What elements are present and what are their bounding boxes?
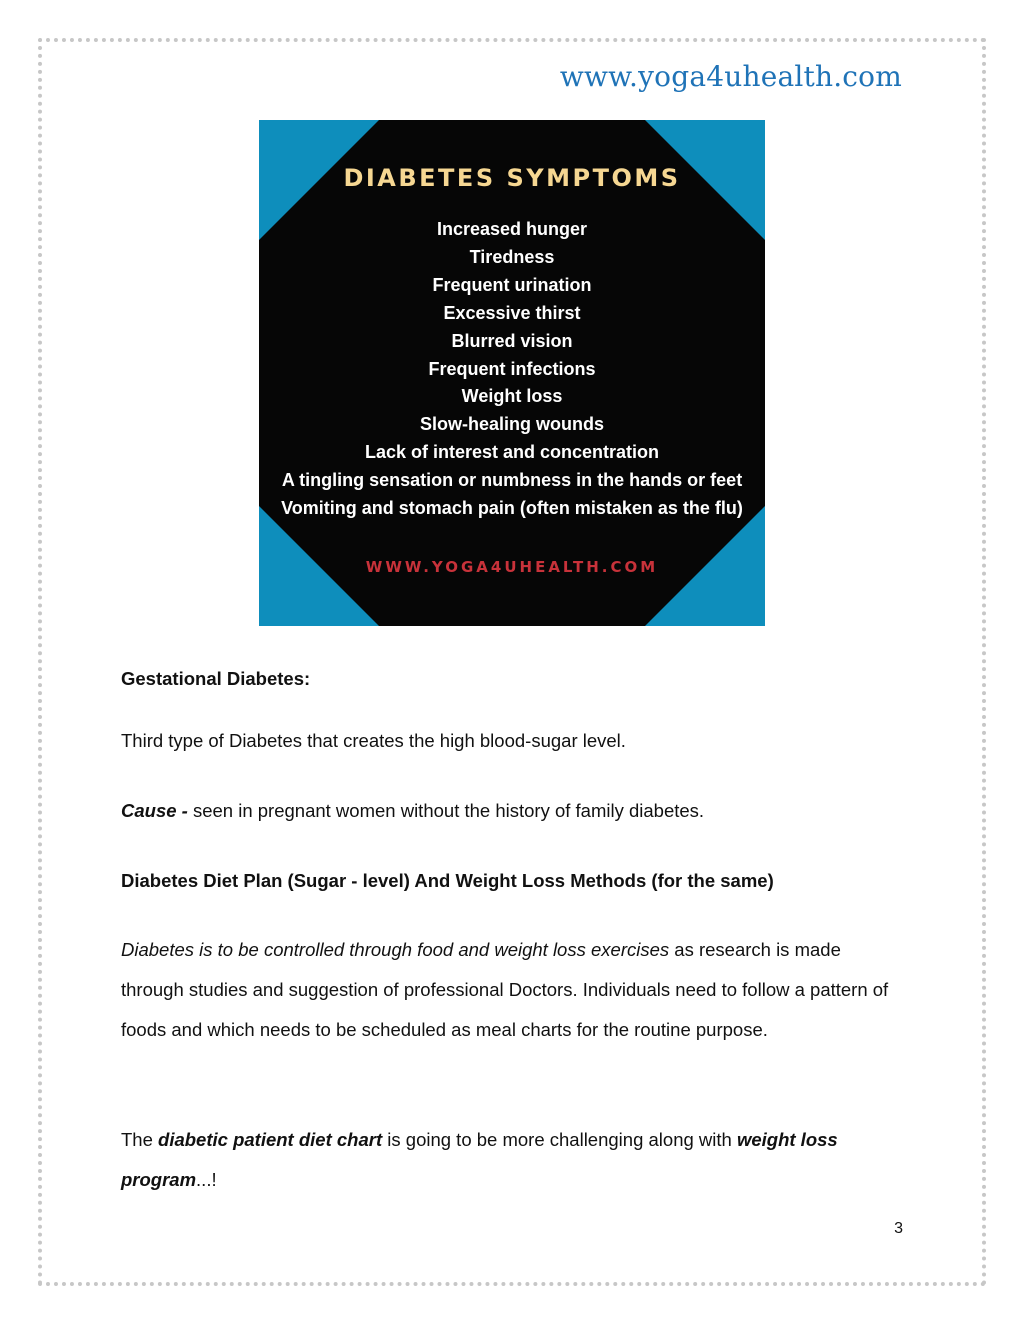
- final-paragraph: [121, 1120, 901, 1200]
- final-emphasis-diet-chart: diabetic patient diet chart: [158, 1129, 383, 1150]
- poster-url: WWW.YOGA4UHEALTH.COM: [365, 558, 659, 576]
- final-mid: is going to be more challenging along with: [382, 1129, 737, 1150]
- final-end: ...!: [196, 1169, 217, 1190]
- final-the: The: [121, 1129, 159, 1150]
- gestational-heading: Gestational Diabetes:: [121, 668, 311, 689]
- symptom-item: Lack of interest and concentration: [364, 442, 660, 463]
- symptom-item: Vomiting and stomach pain (often mistaken as the flu): [281, 498, 743, 519]
- diet-text: as research is made through studies and suggestion of professional Doctors. Individuals need to follow a pattern of foods and which needs to be scheduled as meal charts for the routine purpose.: [121, 939, 889, 1040]
- final-emphasis-weight-loss: weight loss program: [121, 1129, 838, 1190]
- symptom-item: Slow-healing wounds: [420, 414, 604, 435]
- website-url[interactable]: www.yoga4uhealth.com: [559, 60, 902, 93]
- diet-italic: Diabetes is to be controlled through food and weight loss exercises: [121, 939, 670, 960]
- symptom-item: A tingling sensation or numbness in the hands or feet: [281, 470, 743, 491]
- symptom-item: Tiredness: [469, 246, 555, 267]
- symptom-item: Frequent infections: [428, 358, 596, 379]
- symptom-item: Frequent urination: [432, 274, 592, 295]
- cause-text: seen in pregnant women without the history of family diabetes.: [187, 800, 705, 821]
- poster-title: DIABETES SYMPTOMS: [343, 164, 681, 192]
- page-number: 3: [894, 1220, 903, 1237]
- cause-label: Cause -: [121, 800, 188, 821]
- symptoms-list: [259, 216, 765, 523]
- diet-heading: Diabetes Diet Plan (Sugar - level) And Weight Loss Methods (for the same): [121, 870, 774, 891]
- cause-paragraph: [121, 800, 901, 822]
- diet-paragraph: [121, 930, 901, 1050]
- symptom-item: Excessive thirst: [443, 302, 581, 323]
- symptom-item: Blurred vision: [451, 330, 573, 351]
- symptom-item: Increased hunger: [436, 219, 588, 239]
- symptom-item: Weight loss: [461, 386, 563, 407]
- gestational-text: Third type of Diabetes that creates the high blood-sugar level.: [121, 730, 626, 751]
- diabetes-symptoms-poster: [259, 120, 765, 626]
